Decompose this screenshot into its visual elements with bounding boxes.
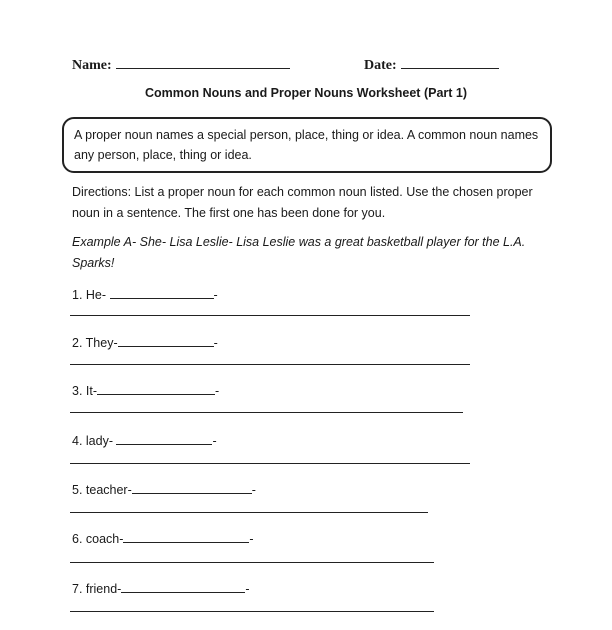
dash: - bbox=[215, 384, 220, 398]
proper-noun-blank[interactable] bbox=[121, 580, 245, 593]
proper-noun-blank[interactable] bbox=[116, 432, 212, 445]
item-label: 4. lady- bbox=[72, 434, 113, 448]
item-label: 6. coach- bbox=[72, 532, 124, 546]
date-blank[interactable] bbox=[401, 54, 499, 69]
name-field bbox=[72, 54, 290, 74]
proper-noun-blank[interactable] bbox=[132, 481, 252, 494]
sentence-line[interactable] bbox=[70, 611, 434, 612]
name-blank[interactable] bbox=[116, 54, 290, 69]
item-label: 3. It- bbox=[72, 384, 98, 398]
dash: - bbox=[212, 434, 217, 448]
item-7 bbox=[72, 580, 250, 596]
item-label: 5. teacher- bbox=[72, 483, 132, 497]
sentence-line[interactable] bbox=[70, 412, 463, 413]
item-label: 7. friend- bbox=[72, 582, 122, 596]
definition-box: A proper noun names a special person, place, thing or idea. A common noun names any person, place, thing or idea. bbox=[62, 117, 552, 173]
sentence-line[interactable] bbox=[70, 315, 470, 316]
directions-text: Directions: List a proper noun for each common noun listed. Use the chosen proper noun in a sentence. The first one has been done for you. bbox=[72, 185, 533, 220]
sentence-line[interactable] bbox=[70, 364, 470, 365]
page-title: Common Nouns and Proper Nouns Worksheet (Part 1) bbox=[144, 86, 468, 100]
proper-noun-blank[interactable] bbox=[97, 382, 215, 395]
item-label: 2. They- bbox=[72, 336, 118, 350]
name-label: Name: bbox=[72, 58, 112, 73]
item-4 bbox=[72, 432, 217, 448]
dash: - bbox=[249, 532, 254, 546]
item-label: 1. He- bbox=[72, 288, 107, 302]
item-2 bbox=[72, 334, 218, 350]
date-field bbox=[364, 54, 499, 74]
dash: - bbox=[245, 582, 250, 596]
sentence-line[interactable] bbox=[70, 512, 428, 513]
dash: - bbox=[213, 336, 218, 350]
item-1 bbox=[72, 286, 218, 302]
dash: - bbox=[251, 483, 256, 497]
sentence-line[interactable] bbox=[70, 463, 470, 464]
dash: - bbox=[213, 288, 218, 302]
proper-noun-blank[interactable] bbox=[110, 286, 214, 299]
item-5 bbox=[72, 481, 256, 497]
item-3 bbox=[72, 382, 219, 398]
date-label: Date: bbox=[364, 58, 397, 73]
proper-noun-blank[interactable] bbox=[118, 334, 214, 347]
proper-noun-blank[interactable] bbox=[123, 530, 249, 543]
item-6 bbox=[72, 530, 254, 546]
example-text: Example A- She- Lisa Leslie- Lisa Leslie was a great basketball player for the L.A. Sparks! bbox=[72, 235, 526, 270]
sentence-line[interactable] bbox=[70, 562, 434, 563]
